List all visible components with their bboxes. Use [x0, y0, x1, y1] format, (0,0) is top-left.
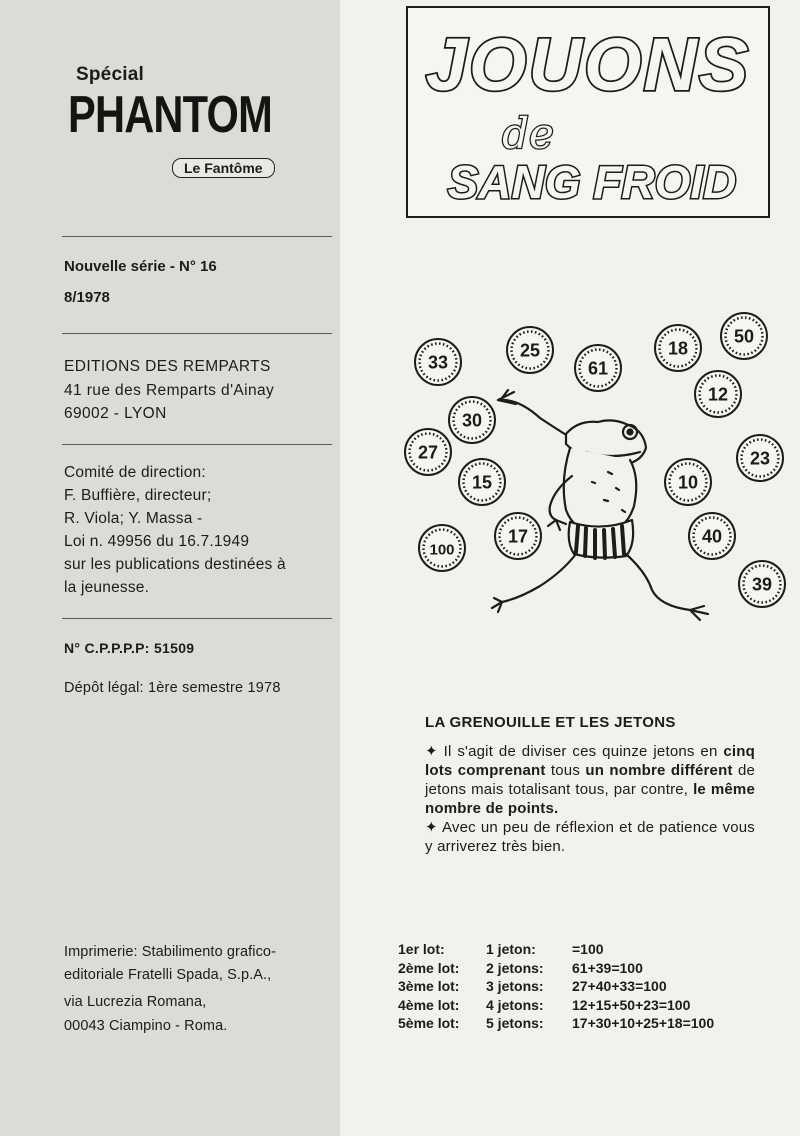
frog-icon: [492, 390, 708, 620]
puzzle-title: LA GRENOUILLE ET LES JETONS: [425, 714, 676, 731]
issue-series: Nouvelle série - N° 16: [64, 258, 217, 275]
token-39: [739, 561, 785, 607]
token-61: [575, 345, 621, 391]
publisher-name: EDITIONS DES REMPARTS: [64, 358, 271, 375]
divider: [62, 333, 332, 334]
token-value: 40: [701, 526, 723, 547]
token-17: [495, 513, 541, 559]
frog-illustration: [390, 310, 800, 630]
solution-sum: 61+39=100: [572, 959, 643, 976]
token-value: 17: [507, 526, 529, 547]
solution-count: 4 jetons:: [486, 996, 544, 1013]
token-value: 33: [427, 352, 449, 373]
instruction-text: de jetons mais totalisant tous, par contre,: [425, 762, 756, 798]
token-100: [419, 525, 465, 571]
token-value: 50: [733, 326, 755, 347]
instruction-text: ✦ Il s'agit de diviser ces quinze jetons en: [425, 743, 724, 760]
solution-lot: 4ème lot:: [398, 996, 460, 1013]
token-value: 30: [461, 410, 483, 431]
token-value: 15: [471, 472, 493, 493]
game-title-line2: de: [502, 109, 554, 158]
token-value: 25: [519, 340, 541, 361]
cppap-number: N° C.P.P.P.P: 51509: [64, 640, 195, 656]
instruction-emphasis: le même nombre de points.: [425, 781, 756, 817]
printer-line: editoriale Fratelli Spada, S.p.A.,: [64, 967, 272, 983]
token-value: 61: [587, 358, 609, 379]
token-value: 10: [677, 472, 699, 493]
instruction-paragraph-1: [425, 742, 755, 818]
solution-row: [398, 977, 714, 996]
token-value: 39: [751, 574, 773, 595]
printer-line: Imprimerie: Stabilimento grafico-: [64, 944, 277, 960]
committee-line: la jeunesse.: [64, 579, 150, 596]
committee-line: Loi n. 49956 du 16.7.1949: [64, 533, 250, 550]
divider: [62, 236, 332, 237]
token-value: 18: [667, 338, 689, 359]
solution-sum: =100: [572, 941, 604, 957]
instruction-emphasis: cinq lots comprenant: [425, 743, 755, 779]
token-25: [507, 327, 553, 373]
game-title-lettering: [408, 8, 768, 216]
token-30: [449, 397, 495, 443]
publisher-street: 41 rue des Remparts d'Ainay: [64, 382, 275, 399]
printer-line: 00043 Ciampino - Roma.: [64, 1018, 228, 1034]
token-10: [665, 459, 711, 505]
game-title-line3: SANG FROID: [447, 156, 737, 208]
masthead-subtitle: Le Fantôme: [172, 158, 275, 178]
token-12: [695, 371, 741, 417]
solution-row: [398, 940, 714, 959]
game-title-line1: JOUONS: [425, 23, 751, 106]
solution-row: [398, 1014, 714, 1033]
solution-sum: 17+30+10+25+18=100: [572, 1015, 715, 1031]
legal-deposit: Dépôt légal: 1ère semestre 1978: [64, 680, 281, 696]
solution-row: [398, 959, 714, 978]
instruction-text: tous: [545, 762, 586, 779]
divider: [62, 618, 332, 619]
game-title-box: [406, 6, 770, 218]
issue-date: 8/1978: [64, 289, 110, 306]
token-value: 100: [429, 541, 455, 559]
puzzle-instructions: [425, 742, 755, 856]
masthead-title: PHANTOM: [68, 86, 272, 144]
solution-lot: 1er lot:: [398, 941, 445, 957]
token-50: [721, 313, 767, 359]
solution-sum: 12+15+50+23=100: [572, 996, 691, 1013]
instruction-emphasis: un nombre différent: [585, 762, 733, 779]
solution-count: 5 jetons:: [486, 1015, 544, 1031]
token-33: [415, 339, 461, 385]
committee-line: sur les publications destinées à: [64, 556, 286, 573]
solution-lot: 5ème lot:: [398, 1015, 460, 1031]
credits-column: [0, 0, 340, 1136]
committee-line: R. Viola; Y. Massa -: [64, 510, 203, 527]
solution-count: 1 jeton:: [486, 941, 536, 957]
solution-sum: 27+40+33=100: [572, 978, 667, 994]
solution-lot: 3ème lot:: [398, 978, 460, 994]
token-value: 12: [707, 384, 729, 405]
token-18: [655, 325, 701, 371]
token-15: [459, 459, 505, 505]
token-27: [405, 429, 451, 475]
solution-count: 3 jetons:: [486, 978, 544, 994]
solution-count: 2 jetons:: [486, 959, 544, 976]
solution-lot: 2ème lot:: [398, 959, 460, 976]
committee-line: F. Buffière, directeur;: [64, 487, 212, 504]
publisher-city: 69002 - LYON: [64, 405, 167, 422]
token-value: 23: [749, 448, 771, 469]
solution-row: [398, 996, 714, 1015]
printer-line: via Lucrezia Romana,: [64, 994, 207, 1010]
token-23: [737, 435, 783, 481]
instruction-paragraph-2: ✦ Avec un peu de réflexion et de patience vous y arriverez très bien.: [425, 819, 755, 855]
masthead-kicker: Spécial: [76, 64, 144, 85]
divider: [62, 444, 332, 445]
token-value: 27: [417, 442, 439, 463]
token-40: [689, 513, 735, 559]
solutions-list: [398, 940, 714, 1033]
committee-line: Comité de direction:: [64, 464, 206, 481]
